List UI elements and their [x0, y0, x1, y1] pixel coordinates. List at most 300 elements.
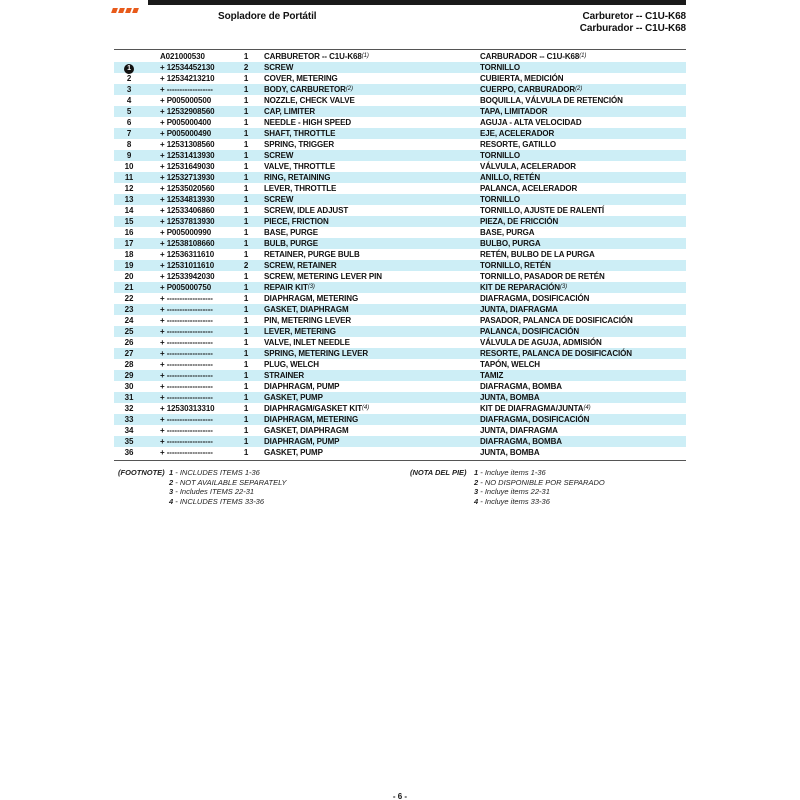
- part-number: + 12538108660: [160, 239, 215, 248]
- description-english: [264, 62, 293, 73]
- quantity: 1: [243, 382, 249, 391]
- description-text: SCREW: [264, 151, 294, 160]
- description-english: [264, 436, 339, 447]
- description-text: GASKET, DIAPHRAGM: [264, 426, 349, 435]
- quantity: 1: [243, 437, 249, 446]
- part-number: + 12531413930: [160, 151, 215, 160]
- part-number: + P005000500: [160, 96, 212, 105]
- item-number: 10: [124, 162, 134, 171]
- quantity: 1: [243, 85, 249, 94]
- description-text: CARBURETOR -- C1U-K68: [264, 52, 362, 61]
- description-spanish: [480, 84, 582, 95]
- description-english: [264, 337, 350, 348]
- footnotes-spanish: [410, 468, 605, 506]
- description-spanish: [480, 282, 567, 293]
- quantity: 1: [243, 206, 249, 215]
- description-text: TAPA, LIMITADOR: [480, 107, 548, 116]
- part-number: + P005000400: [160, 118, 212, 127]
- table-row: [114, 249, 686, 260]
- quantity: 1: [243, 162, 249, 171]
- footnote-label: (FOOTNOTE): [118, 468, 165, 477]
- item-number: 2: [126, 74, 132, 83]
- description-text: JUNTA, DIAFRAGMA: [480, 305, 558, 314]
- table-row: [114, 216, 686, 227]
- part-number: + ------------------: [160, 305, 213, 314]
- footnote-text: [169, 478, 287, 488]
- quantity: 1: [243, 294, 249, 303]
- item-number: 31: [124, 393, 134, 402]
- description-text: ANILLO, RETÉN: [480, 173, 541, 182]
- footnote-description: - Incluye items 33-36: [478, 496, 550, 506]
- description-text: SPRING, METERING LEVER: [264, 349, 369, 358]
- table-bottom-rule: [114, 460, 686, 461]
- description-text: DIAFRAGMA, DOSIFICACIÓN: [480, 294, 590, 303]
- table-row: [114, 62, 686, 73]
- description-text: CUBIERTA, MEDICIÓN: [480, 74, 564, 83]
- footnote-description: - Includes ITEMS 22-31: [173, 487, 255, 496]
- table-row: [114, 337, 686, 348]
- description-spanish: [480, 359, 540, 370]
- description-text: SCREW: [264, 195, 294, 204]
- description-english: [264, 447, 323, 458]
- quantity: 1: [243, 448, 249, 457]
- part-number: + 12531011610: [160, 261, 215, 270]
- footnote-line: [118, 487, 255, 497]
- description-spanish: [480, 304, 558, 315]
- description-text: SPRING, TRIGGER: [264, 140, 335, 149]
- quantity: 1: [243, 195, 249, 204]
- description-text: TORNILLO: [480, 195, 520, 204]
- footnote-description: - INCLUDES ITEMS 33-36: [173, 496, 265, 506]
- description-english: [264, 326, 336, 337]
- quantity: 1: [243, 184, 249, 193]
- part-number: A021000530: [160, 52, 205, 61]
- table-row: [114, 95, 686, 106]
- description-text: JUNTA, BOMBA: [480, 393, 540, 402]
- description-text: KIT DE REPARACIÓN: [480, 283, 560, 292]
- description-text: RETAINER, PURGE BULB: [264, 250, 360, 259]
- description-english: [264, 359, 319, 370]
- description-english: [264, 403, 369, 414]
- part-number: + 12534213210: [160, 74, 215, 83]
- footnotes-english: [118, 468, 287, 506]
- description-english: [264, 381, 339, 392]
- part-number: + ------------------: [160, 382, 213, 391]
- description-text: JUNTA, BOMBA: [480, 448, 540, 457]
- quantity: 1: [243, 404, 249, 413]
- footnote-reference: (1): [579, 53, 587, 59]
- table-row: [114, 304, 686, 315]
- part-number: + ------------------: [160, 349, 213, 358]
- description-spanish: [480, 150, 520, 161]
- description-text: SCREW: [264, 63, 294, 72]
- description-english: [264, 106, 315, 117]
- description-spanish: [480, 260, 551, 271]
- description-spanish: [480, 348, 632, 359]
- description-text: PIECE, FRICTION: [264, 217, 329, 226]
- description-spanish: [480, 447, 540, 458]
- quantity: 1: [243, 338, 249, 347]
- footnote-line: [410, 496, 550, 507]
- description-english: [264, 414, 358, 425]
- part-number: + P005000750: [160, 283, 212, 292]
- description-english: [264, 73, 338, 84]
- description-english: [264, 128, 335, 139]
- quantity: 1: [243, 371, 249, 380]
- description-text: LEVER, THROTTLE: [264, 184, 337, 193]
- item-number: 16: [124, 228, 134, 237]
- quantity: 1: [243, 316, 249, 325]
- description-text: TORNILLO, AJUSTE DE RALENTÍ: [480, 206, 604, 215]
- part-number: + 12534813930: [160, 195, 215, 204]
- description-text: VALVE, INLET NEEDLE: [264, 338, 350, 347]
- description-spanish: [480, 106, 547, 117]
- item-number: 12: [124, 184, 134, 193]
- quantity: 1: [243, 272, 249, 281]
- description-text: CARBURADOR -- C1U-K68: [480, 52, 580, 61]
- description-english: [264, 293, 358, 304]
- item-number: 14: [124, 206, 134, 215]
- part-number: + 12535020560: [160, 184, 215, 193]
- description-english: [264, 139, 334, 150]
- description-spanish: [480, 315, 633, 326]
- part-number: + ------------------: [160, 426, 213, 435]
- footnote-number: 4: [169, 496, 174, 506]
- footnote-description: - Incluye items 22-31: [478, 487, 550, 496]
- footnote-reference: (4): [583, 405, 591, 411]
- description-english: [264, 315, 351, 326]
- footnote-number: 1: [474, 468, 479, 477]
- quantity: 1: [243, 118, 249, 127]
- description-english: [264, 216, 329, 227]
- footnote-text: [474, 487, 550, 497]
- description-spanish: [480, 62, 520, 73]
- item-number: 5: [126, 107, 132, 116]
- footnote-line: [118, 496, 265, 507]
- description-english: [264, 271, 382, 282]
- description-spanish: [480, 172, 540, 183]
- description-text: SCREW, METERING LEVER PIN: [264, 272, 382, 281]
- table-row: [114, 139, 686, 150]
- item-number: 8: [126, 140, 132, 149]
- table-row: [114, 403, 686, 414]
- footnote-line: [410, 468, 546, 478]
- item-number: 21: [124, 283, 134, 292]
- footnote-reference: (3): [559, 284, 567, 290]
- quantity: 1: [243, 349, 249, 358]
- description-spanish: [480, 161, 576, 172]
- item-number: 23: [124, 305, 134, 314]
- table-row: [114, 117, 686, 128]
- description-text: PALANCA, DOSIFICACIÓN: [480, 327, 580, 336]
- description-text: TORNILLO, RETÉN: [480, 261, 551, 270]
- item-number: 13: [124, 195, 134, 204]
- part-number: + 12532713930: [160, 173, 215, 182]
- table-row: [114, 436, 686, 447]
- description-text: REPAIR KIT: [264, 283, 308, 292]
- description-english: [264, 370, 304, 381]
- description-spanish: [480, 381, 562, 392]
- description-text: PALANCA, ACELERADOR: [480, 184, 578, 193]
- description-spanish: [480, 205, 604, 216]
- quantity: 1: [243, 426, 249, 435]
- table-row: [114, 84, 686, 95]
- description-english: [264, 205, 348, 216]
- footnote-number: 3: [474, 487, 479, 496]
- description-text: BULBO, PURGA: [480, 239, 541, 248]
- description-english: [264, 425, 349, 436]
- table-row: [114, 205, 686, 216]
- description-text: BULB, PURGE: [264, 239, 319, 248]
- header-bar: [148, 0, 686, 5]
- description-english: [264, 260, 337, 271]
- footnote-line: [118, 477, 287, 488]
- description-text: PLUG, WELCH: [264, 360, 319, 369]
- item-number: 9: [126, 151, 132, 160]
- section-title: [580, 11, 686, 35]
- footnote-text: [474, 497, 550, 507]
- item-number: 19: [124, 261, 134, 270]
- item-number: 33: [124, 415, 134, 424]
- description-text: TORNILLO: [480, 151, 520, 160]
- description-english: [264, 95, 355, 106]
- description-english: [264, 161, 335, 172]
- footnote-text: [169, 487, 254, 497]
- description-text: BASE, PURGE: [264, 228, 319, 237]
- description-text: DIAPHRAGM, METERING: [264, 415, 359, 424]
- description-text: RETÉN, BULBO DE LA PURGA: [480, 250, 595, 259]
- description-english: [264, 238, 318, 249]
- description-text: SHAFT, THROTTLE: [264, 129, 336, 138]
- table-row: [114, 282, 686, 293]
- footnote-description: - NOT AVAILABLE SEPARATELY: [173, 477, 287, 487]
- table-row: [114, 51, 686, 62]
- description-text: TAMIZ: [480, 371, 504, 380]
- table-row: [114, 381, 686, 392]
- description-english: [264, 194, 293, 205]
- quantity: 1: [243, 250, 249, 259]
- description-spanish: [480, 95, 623, 106]
- circled-item-number: 1: [124, 64, 134, 74]
- description-spanish: [480, 326, 579, 337]
- item-number: 28: [124, 360, 134, 369]
- description-text: GASKET, PUMP: [264, 448, 323, 457]
- description-text: SCREW, RETAINER: [264, 261, 337, 270]
- part-number: + ------------------: [160, 448, 213, 457]
- description-text: GASKET, PUMP: [264, 393, 323, 402]
- quantity: 1: [243, 283, 249, 292]
- part-number: + ------------------: [160, 437, 213, 446]
- description-text: RING, RETAINING: [264, 173, 331, 182]
- description-text: PIEZA, DE FRICCIÓN: [480, 217, 559, 226]
- description-text: TORNILLO: [480, 63, 520, 72]
- description-text: BOQUILLA, VÁLVULA DE RETENCIÓN: [480, 96, 623, 105]
- item-number: 29: [124, 371, 134, 380]
- brand-logo-fragment: [112, 0, 148, 6]
- part-number: + ------------------: [160, 327, 213, 336]
- description-text: BODY, CARBURETOR: [264, 85, 346, 94]
- quantity: 1: [243, 52, 249, 61]
- footnote-label: (NOTA DEL PIE): [410, 468, 467, 477]
- item-number: 18: [124, 250, 134, 259]
- table-row: [114, 425, 686, 436]
- description-english: [264, 51, 369, 62]
- description-spanish: [480, 216, 558, 227]
- description-english: [264, 227, 318, 238]
- quantity: 1: [243, 107, 249, 116]
- description-spanish: [480, 337, 602, 348]
- quantity: 1: [243, 151, 249, 160]
- quantity: 2: [243, 63, 249, 72]
- part-number: + P005000490: [160, 129, 212, 138]
- table-row: [114, 73, 686, 84]
- description-spanish: [480, 293, 589, 304]
- description-spanish: [480, 183, 577, 194]
- description-text: STRAINER: [264, 371, 305, 380]
- description-english: [264, 117, 351, 128]
- footnote-number: 2: [169, 477, 174, 487]
- footnote-number: 3: [169, 487, 174, 496]
- quantity: 1: [243, 74, 249, 83]
- item-number: 34: [124, 426, 134, 435]
- footnote-description: - NO DISPONIBLE POR SEPARADO: [478, 477, 605, 487]
- part-number: + 12537813930: [160, 217, 215, 226]
- description-text: JUNTA, DIAFRAGMA: [480, 426, 558, 435]
- part-number: + P005000990: [160, 228, 212, 237]
- description-text: DIAFRAGMA, DOSIFICACIÓN: [480, 415, 590, 424]
- table-row: [114, 348, 686, 359]
- quantity: 1: [243, 173, 249, 182]
- quantity: 2: [243, 261, 249, 270]
- footnote-number: 2: [474, 477, 479, 487]
- table-row: [114, 293, 686, 304]
- description-spanish: [480, 51, 586, 62]
- item-number: 35: [124, 437, 134, 446]
- quantity: 1: [243, 140, 249, 149]
- description-spanish: [480, 117, 582, 128]
- footnote-reference: (2): [575, 86, 583, 92]
- part-number: + ------------------: [160, 85, 213, 94]
- item-number: 26: [124, 338, 134, 347]
- item-number: 3: [126, 85, 132, 94]
- description-spanish: [480, 194, 520, 205]
- description-text: DIAFRAGMA, BOMBA: [480, 437, 562, 446]
- table-row: [114, 271, 686, 282]
- footnote-line: [410, 487, 550, 497]
- description-english: [264, 249, 360, 260]
- description-text: SCREW, IDLE ADJUST: [264, 206, 349, 215]
- table-row: [114, 370, 686, 381]
- table-row: [114, 194, 686, 205]
- table-row: [114, 315, 686, 326]
- item-number: 15: [124, 217, 134, 226]
- description-text: NOZZLE, CHECK VALVE: [264, 96, 355, 105]
- footnote-text: [169, 468, 260, 478]
- part-number: + 12531649030: [160, 162, 215, 171]
- description-spanish: [480, 425, 558, 436]
- item-number: 32: [124, 404, 134, 413]
- part-number: + 12533406860: [160, 206, 215, 215]
- footnote-reference: (1): [361, 53, 369, 59]
- item-number: 36: [124, 448, 134, 457]
- footnote-description: - INCLUDES ITEMS 1-36: [173, 468, 260, 477]
- quantity: 1: [243, 393, 249, 402]
- description-text: LEVER, METERING: [264, 327, 336, 336]
- description-spanish: [480, 238, 541, 249]
- item-number: 20: [124, 272, 134, 281]
- description-english: [264, 282, 315, 293]
- section-title-es: Carburador -- C1U-K68: [579, 23, 686, 34]
- description-text: BASE, PURGA: [480, 228, 535, 237]
- description-spanish: [480, 271, 605, 282]
- footnote-line: [410, 477, 605, 488]
- description-spanish: [480, 403, 590, 414]
- description-text: PASADOR, PALANCA DE DOSIFICACIÓN: [480, 316, 633, 325]
- description-text: DIAPHRAGM, PUMP: [264, 437, 340, 446]
- quantity: 1: [243, 360, 249, 369]
- quantity: 1: [243, 96, 249, 105]
- table-top-rule: [114, 49, 686, 50]
- description-text: RESORTE, GATILLO: [480, 140, 557, 149]
- quantity: 1: [243, 327, 249, 336]
- description-text: TORNILLO, PASADOR DE RETÉN: [480, 272, 605, 281]
- description-spanish: [480, 392, 540, 403]
- part-number: + ------------------: [160, 360, 213, 369]
- section-title-en: Carburetor -- C1U-K68: [582, 11, 686, 22]
- footnote-text: [169, 497, 264, 507]
- part-number: + ------------------: [160, 415, 213, 424]
- footnote-number: 4: [474, 496, 479, 506]
- table-row: [114, 447, 686, 458]
- item-number: 6: [126, 118, 132, 127]
- footnote-number: 1: [169, 468, 174, 477]
- item-number: 22: [124, 294, 134, 303]
- description-text: TAPÓN, WELCH: [480, 360, 540, 369]
- description-text: GASKET, DIAPHRAGM: [264, 305, 349, 314]
- description-text: RESORTE, PALANCA DE DOSIFICACIÓN: [480, 349, 632, 358]
- description-text: DIAPHRAGM/GASKET KIT: [264, 404, 363, 413]
- description-spanish: [480, 436, 562, 447]
- table-row: [114, 392, 686, 403]
- description-spanish: [480, 414, 589, 425]
- description-text: PIN, METERING LEVER: [264, 316, 351, 325]
- page-number: - 6 -: [392, 792, 408, 800]
- item-number: 27: [124, 349, 134, 358]
- part-number: + 12534452130: [160, 63, 215, 72]
- description-english: [264, 84, 353, 95]
- description-english: [264, 172, 330, 183]
- item-number: 4: [126, 96, 132, 105]
- description-text: DIAFRAGMA, BOMBA: [480, 382, 562, 391]
- footnote-reference: (3): [307, 284, 315, 290]
- part-number: + 12530313310: [160, 404, 215, 413]
- part-number: + ------------------: [160, 393, 213, 402]
- description-spanish: [480, 249, 595, 260]
- description-english: [264, 150, 293, 161]
- description-text: VÁLVULA, ACELERADOR: [480, 162, 576, 171]
- table-row: [114, 414, 686, 425]
- footnote-text: [474, 468, 546, 478]
- product-title: Sopladore de Portátil: [218, 11, 317, 22]
- description-spanish: [480, 73, 563, 84]
- parts-table: [114, 51, 686, 458]
- quantity: 1: [243, 239, 249, 248]
- description-english: [264, 183, 336, 194]
- table-row: [114, 227, 686, 238]
- item-number: 11: [124, 173, 134, 182]
- description-english: [264, 304, 349, 315]
- item-number: 24: [124, 316, 134, 325]
